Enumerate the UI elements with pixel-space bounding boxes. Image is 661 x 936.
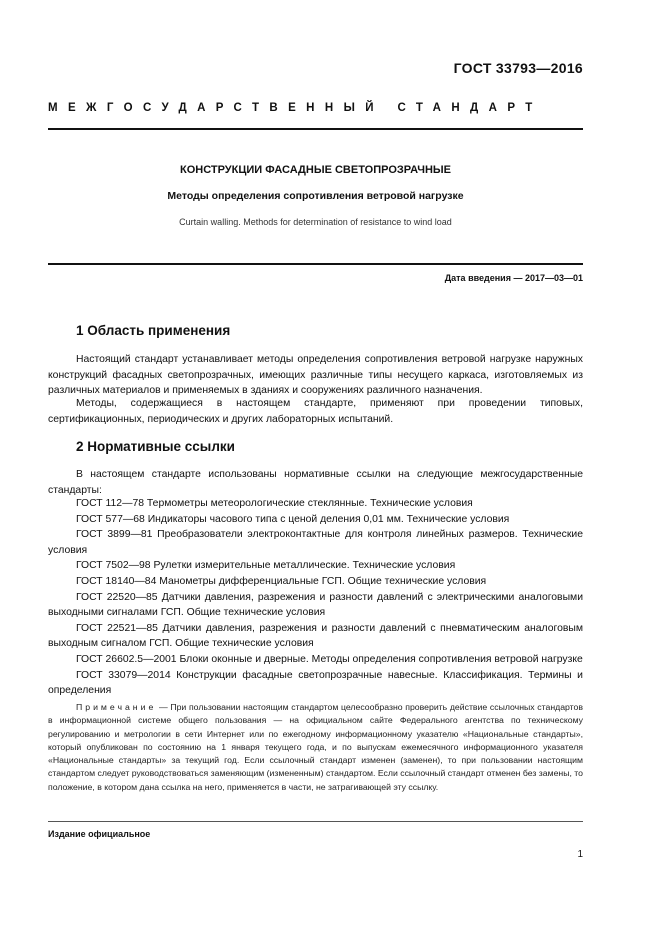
section-2-heading: 2 Нормативные ссылки (76, 439, 235, 454)
section-2-intro (48, 467, 583, 498)
reference-text: ГОСТ 33079—2014 Конструкции фасадные светопрозрачные навесные. Классификация. Термины и определения (48, 669, 583, 697)
note-label: Примечание (76, 702, 157, 712)
note-block (48, 701, 583, 794)
reference-item (48, 558, 583, 574)
reference-item (48, 527, 583, 558)
page-number: 1 (577, 849, 583, 860)
reference-item (48, 590, 583, 621)
section-2-intro-text: В настоящем стандарте использованы нормативные ссылки на следующие межгосударственные стандарты: (48, 469, 583, 496)
reference-text: ГОСТ 18140—84 Манометры дифференциальные ГСП. Общие технические условия (76, 575, 487, 587)
reference-item (48, 621, 583, 652)
reference-item (48, 496, 583, 512)
section-1-paragraph-1 (48, 352, 583, 399)
reference-item (48, 652, 583, 668)
document-subtitle: Методы определения сопротивления ветровой нагрузке (167, 190, 464, 202)
footer-rule (48, 821, 583, 822)
reference-text: ГОСТ 3899—81 Преобразователи электроконтактные для контроля линейных размеров. Технические условия (48, 529, 583, 556)
introduction-date: Дата введения — 2017—03—01 (444, 273, 583, 283)
reference-text: ГОСТ 26602.5—2001 Блоки оконные и дверные. Методы определения сопротивления ветровой нагрузке (76, 653, 583, 665)
reference-text: ГОСТ 22520—85 Датчики давления, разрежения и разности давлений с электрическими аналоговыми выходными сигналами ГСП. Общие технические условия (48, 591, 583, 619)
reference-item (48, 668, 583, 699)
normative-references-list (48, 496, 583, 699)
english-title: Curtain walling. Methods for determination of resistance to wind load (179, 217, 452, 227)
title-rule (48, 263, 583, 265)
top-rule (48, 128, 583, 130)
note-text: — При пользовании настоящим стандартом целесообразно проверить действие ссылочных стандартов в информационной системе общего пользования — на официальном сайте Федерального агентства по техническому регулированию и метрологии в сети Интернет или по ежегодному информационному указателю «Национальные стандарты», который опубликован по состоянию на 1 января текущего года, и по выпускам ежемесячного информационного указателя «Национальные стандарты» за текущий год. Если ссылочный стандарт изменен (заменен), то при пользовании настоящим стандартом следует руководствоваться заменяющим (измененным) стандартом. Если ссылочный стандарт отменен без замены, то положение, в котором дана ссылка на него, применяется в части, не затрагивающей эту ссылку. (48, 702, 583, 792)
reference-text: ГОСТ 7502—98 Рулетки измерительные металлические. Технические условия (76, 560, 456, 572)
reference-text: ГОСТ 577—68 Индикаторы часового типа с ценой деления 0,01 мм. Технические условия (76, 513, 510, 525)
section-1-heading: 1 Область применения (76, 323, 231, 338)
reference-text: ГОСТ 22521—85 Датчики давления, разрежения и разности давлений с пневматическим аналоговым выходным сигналом ГСП. Общие технические условия (48, 622, 583, 650)
section-1-paragraph-2 (48, 396, 583, 427)
document-code: ГОСТ 33793—2016 (453, 60, 583, 76)
section-1-paragraph-2-text: Методы, содержащиеся в настоящем стандарте, применяют при проведении типовых, сертификационных, периодических и других лабораторных испытаний. (48, 398, 583, 425)
reference-text: ГОСТ 112—78 Термометры метеорологические стеклянные. Технические условия (76, 498, 473, 509)
reference-item (48, 512, 583, 528)
section-1-paragraph-1-text: Настоящий стандарт устанавливает методы определения сопротивления ветровой нагрузке наружных конструкций фасадных светопрозрачных, имеющих различные типы несущего каркаса, изготовляемых из различных материалов и применяемых в зданиях и сооружениях различного назначения. (48, 354, 583, 397)
official-edition-label: Издание официальное (48, 829, 151, 839)
reference-item (48, 574, 583, 590)
document-title: КОНСТРУКЦИИ ФАСАДНЫЕ СВЕТОПРОЗРАЧНЫЕ (179, 164, 452, 176)
interstate-standard-label: МЕЖГОСУДАРСТВЕННЫЙ СТАНДАРТ (48, 102, 543, 114)
